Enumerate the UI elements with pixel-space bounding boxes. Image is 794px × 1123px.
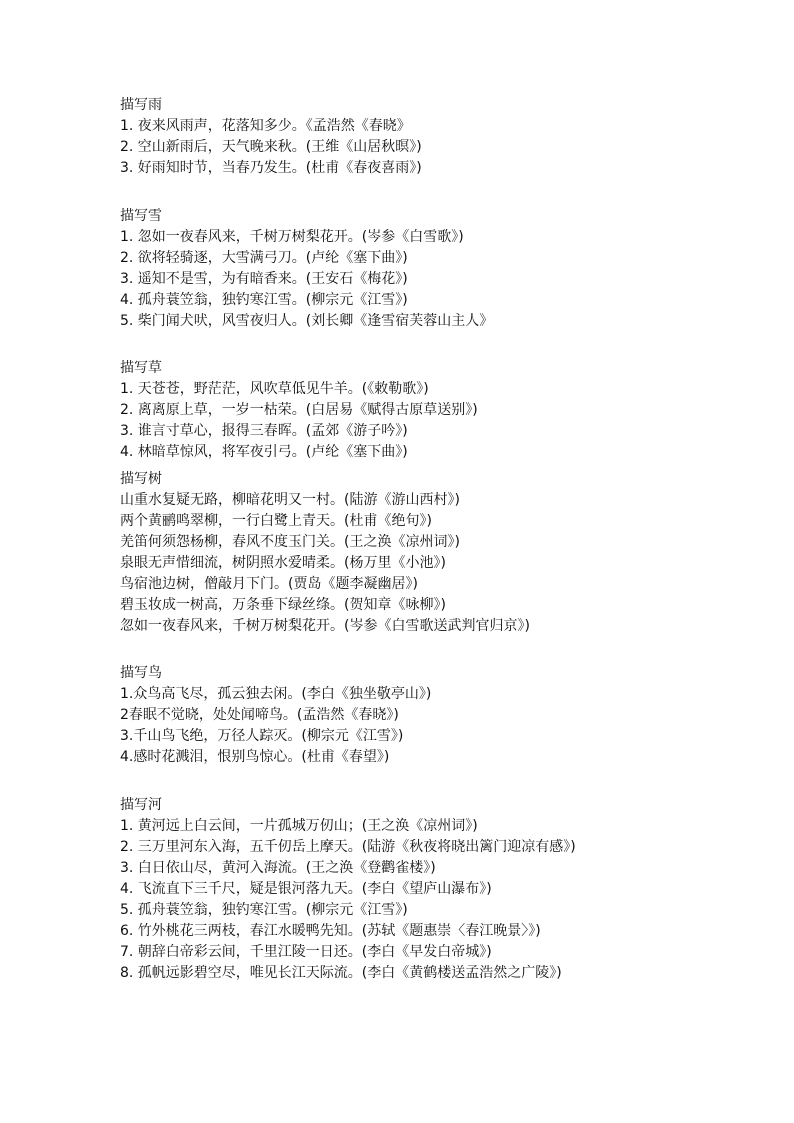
poem-line: 3. 好雨知时节，当春乃发生。(杜甫《春夜喜雨》) [120, 160, 422, 176]
poem-line: 3. 谁言寸草心，报得三春晖。(孟郊《游子吟》) [120, 423, 408, 439]
poem-line: 2春眠不觉晓，处处闻啼鸟。(孟浩然《春晓》) [120, 707, 399, 723]
poem-line: 3.千山鸟飞绝，万径人踪灭。(柳宗元《江雪》) [120, 728, 404, 744]
poem-line: 2. 离离原上草，一岁一枯荣。(白居易《赋得古原草送别》) [120, 402, 478, 418]
poem-line: 1. 天苍苍，野茫茫，风吹草低见牛羊。(《敕勒歌》) [120, 381, 429, 397]
poem-line: 碧玉妆成一树高，万条垂下绿丝绦。(贺知章《咏柳》) [120, 597, 446, 613]
section-grass [120, 358, 760, 463]
poem-line: 5. 柴门闻犬吠，风雪夜归人。(刘长卿《逢雪宿芙蓉山主人》 [120, 313, 494, 329]
section-snow [120, 206, 760, 332]
poem-line: 4.感时花溅泪，恨别鸟惊心。(杜甫《春望》) [120, 749, 390, 765]
poem-line: 4. 林暗草惊风，将军夜引弓。(卢纶《塞下曲》) [120, 444, 408, 460]
section-heading: 描写草 [120, 360, 162, 376]
poem-line: 2. 空山新雨后，天气晚来秋。(王维《山居秋暝》) [120, 139, 422, 155]
poem-line: 两个黄鹂鸣翠柳，一行白鹭上青天。(杜甫《绝句》) [120, 513, 432, 529]
section-heading: 描写树 [120, 471, 162, 487]
section-heading: 描写雪 [120, 208, 162, 224]
section-river [120, 795, 760, 984]
poem-line: 6. 竹外桃花三两枝，春江水暖鸭先知。(苏轼《题惠崇〈春江晚景〉》) [120, 923, 541, 939]
poem-line: 1.众鸟高飞尽，孤云独去闲。(李白《独坐敬亭山》) [120, 686, 432, 702]
section-heading: 描写雨 [120, 97, 162, 113]
poem-line: 8. 孤帆远影碧空尽，唯见长江天际流。(李白《黄鹤楼送孟浩然之广陵》) [120, 965, 562, 981]
poem-line: 2. 欲将轻骑逐，大雪满弓刀。(卢纶《塞下曲》) [120, 250, 408, 266]
poem-line: 鸟宿池边树，僧敲月下门。(贾岛《题李凝幽居》) [120, 576, 418, 592]
section-tree [120, 469, 760, 637]
poem-line: 3. 遥知不是雪，为有暗香来。(王安石《梅花》) [120, 271, 408, 287]
section-heading: 描写鸟 [120, 665, 162, 681]
section-heading: 描写河 [120, 797, 162, 813]
section-rain [120, 95, 760, 179]
section-bird [120, 663, 760, 768]
poem-line: 忽如一夜春风来，千树万树梨花开。(岑参《白雪歌送武判官归京》) [120, 618, 530, 634]
poem-line: 4. 孤舟蓑笠翁，独钓寒江雪。(柳宗元《江雪》) [120, 292, 408, 308]
poem-line: 1. 夜来风雨声，花落知多少。《孟浩然《春晓》 [120, 118, 411, 134]
poem-line: 泉眼无声惜细流，树阴照水爱晴柔。(杨万里《小池》) [120, 555, 446, 571]
poem-line: 羌笛何须怨杨柳，春风不度玉门关。(王之涣《凉州词》) [120, 534, 460, 550]
poem-line: 1. 忽如一夜春风来，千树万树梨花开。(岑参《白雪歌》) [120, 229, 464, 245]
poem-line: 1. 黄河远上白云间，一片孤城万仞山；(王之涣《凉州词》) [120, 818, 478, 834]
poem-line: 4. 飞流直下三千尺，疑是银河落九天。(李白《望庐山瀑布》) [120, 881, 492, 897]
poem-line: 7. 朝辞白帝彩云间，千里江陵一日还。(李白《早发白帝城》) [120, 944, 492, 960]
poem-line: 3. 白日依山尽，黄河入海流。(王之涣《登鹳雀楼》) [120, 860, 436, 876]
poem-line: 山重水复疑无路，柳暗花明又一村。(陆游《游山西村》) [120, 492, 460, 508]
poem-line: 5. 孤舟蓑笠翁，独钓寒江雪。(柳宗元《江雪》) [120, 902, 408, 918]
poem-line: 2. 三万里河东入海，五千仞岳上摩天。(陆游《秋夜将晓出篱门迎凉有感》) [120, 839, 576, 855]
